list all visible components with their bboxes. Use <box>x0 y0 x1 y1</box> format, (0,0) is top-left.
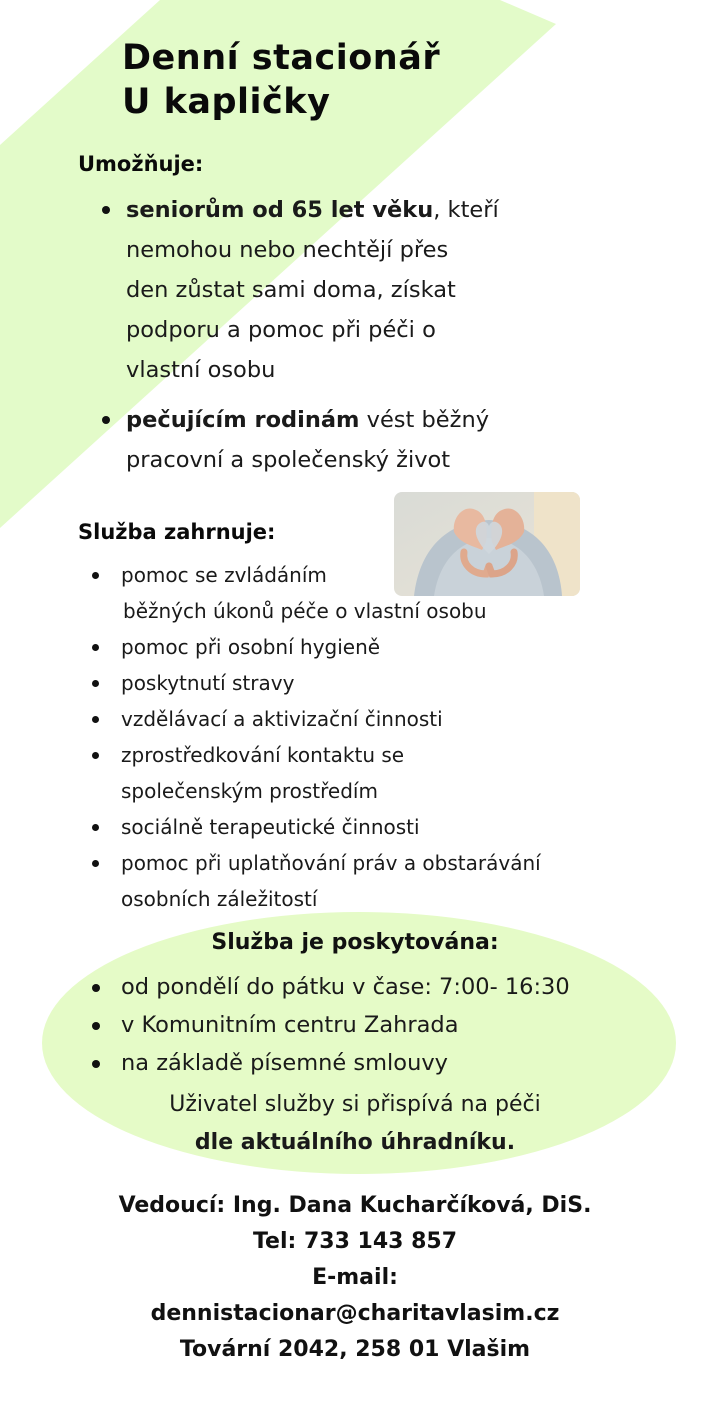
list-item <box>88 701 688 737</box>
services-heading: Služba zahrnuje: <box>78 520 276 544</box>
intro-item-2-bold: pečujícím rodinám <box>126 407 360 433</box>
service-line: běžných úkonů péče o vlastní osobu <box>123 599 487 623</box>
intro-item-1-line: nemohou nebo nechtějí přes <box>126 237 449 263</box>
list-item <box>88 557 688 629</box>
title-line-1: Denní stacionář <box>122 38 441 78</box>
list-item <box>88 737 688 809</box>
intro-heading: Umožňuje: <box>78 152 204 176</box>
intro-item-1-rest: , kteří <box>433 197 499 223</box>
page-title <box>122 36 440 124</box>
list-item <box>100 190 560 390</box>
phone-line: Tel: 733 143 857 <box>252 1229 458 1254</box>
intro-item-1-line: podporu a pomoc při péči o <box>126 317 436 343</box>
service-line: poskytnutí stravy <box>121 671 295 695</box>
service-line: vzdělávací a aktivizační činnosti <box>121 707 443 731</box>
contact-block <box>0 1188 710 1368</box>
address-line: Tovární 2042, 258 01 Vlašim <box>179 1337 531 1362</box>
intro-item-2-rest: vést běžný <box>359 407 490 433</box>
service-line: sociálně terapeutické činnosti <box>121 815 420 839</box>
service-line: zprostředkování kontaktu se <box>121 743 405 767</box>
intro-item-1-bold: seniorům od 65 let věku <box>126 197 434 223</box>
title-line-2: U kapličky <box>122 82 331 122</box>
services-list <box>88 557 688 917</box>
list-item <box>88 809 688 845</box>
list-item: v Komunitním centru Zahrada <box>88 1006 688 1044</box>
list-item: na základě písemné smlouvy <box>88 1044 688 1082</box>
service-line: osobních záležitostí <box>121 887 318 911</box>
service-line: pomoc při osobní hygieně <box>121 635 381 659</box>
provision-list <box>88 968 688 1082</box>
payment-note-line-1: Uživatel služby si přispívá na péči <box>169 1092 541 1117</box>
payment-note <box>0 1086 710 1162</box>
provision-heading: Služba je poskytována: <box>211 930 499 955</box>
list-item <box>100 400 560 480</box>
list-item <box>88 629 688 665</box>
intro-item-1-line: den zůstat sami doma, získat <box>126 277 456 303</box>
email-label: E-mail: <box>312 1265 398 1290</box>
service-line: pomoc se zvládáním <box>121 563 327 587</box>
manager-line: Vedoucí: Ing. Dana Kucharčíková, DiS. <box>118 1193 592 1218</box>
payment-note-line-2: dle aktuálního úhradníku. <box>194 1130 516 1155</box>
list-item <box>88 665 688 701</box>
intro-list <box>100 190 560 480</box>
list-item <box>88 845 688 917</box>
intro-item-1-line: vlastní osobu <box>126 357 276 383</box>
email-address: dennistacionar@charitavlasim.cz <box>150 1301 560 1326</box>
service-line: společenským prostředím <box>121 779 378 803</box>
list-item: od pondělí do pátku v čase: 7:00- 16:30 <box>88 968 688 1006</box>
intro-item-2-line: pracovní a společenský život <box>126 447 451 473</box>
service-line: pomoc při uplatňování práv a obstarávání <box>121 851 541 875</box>
